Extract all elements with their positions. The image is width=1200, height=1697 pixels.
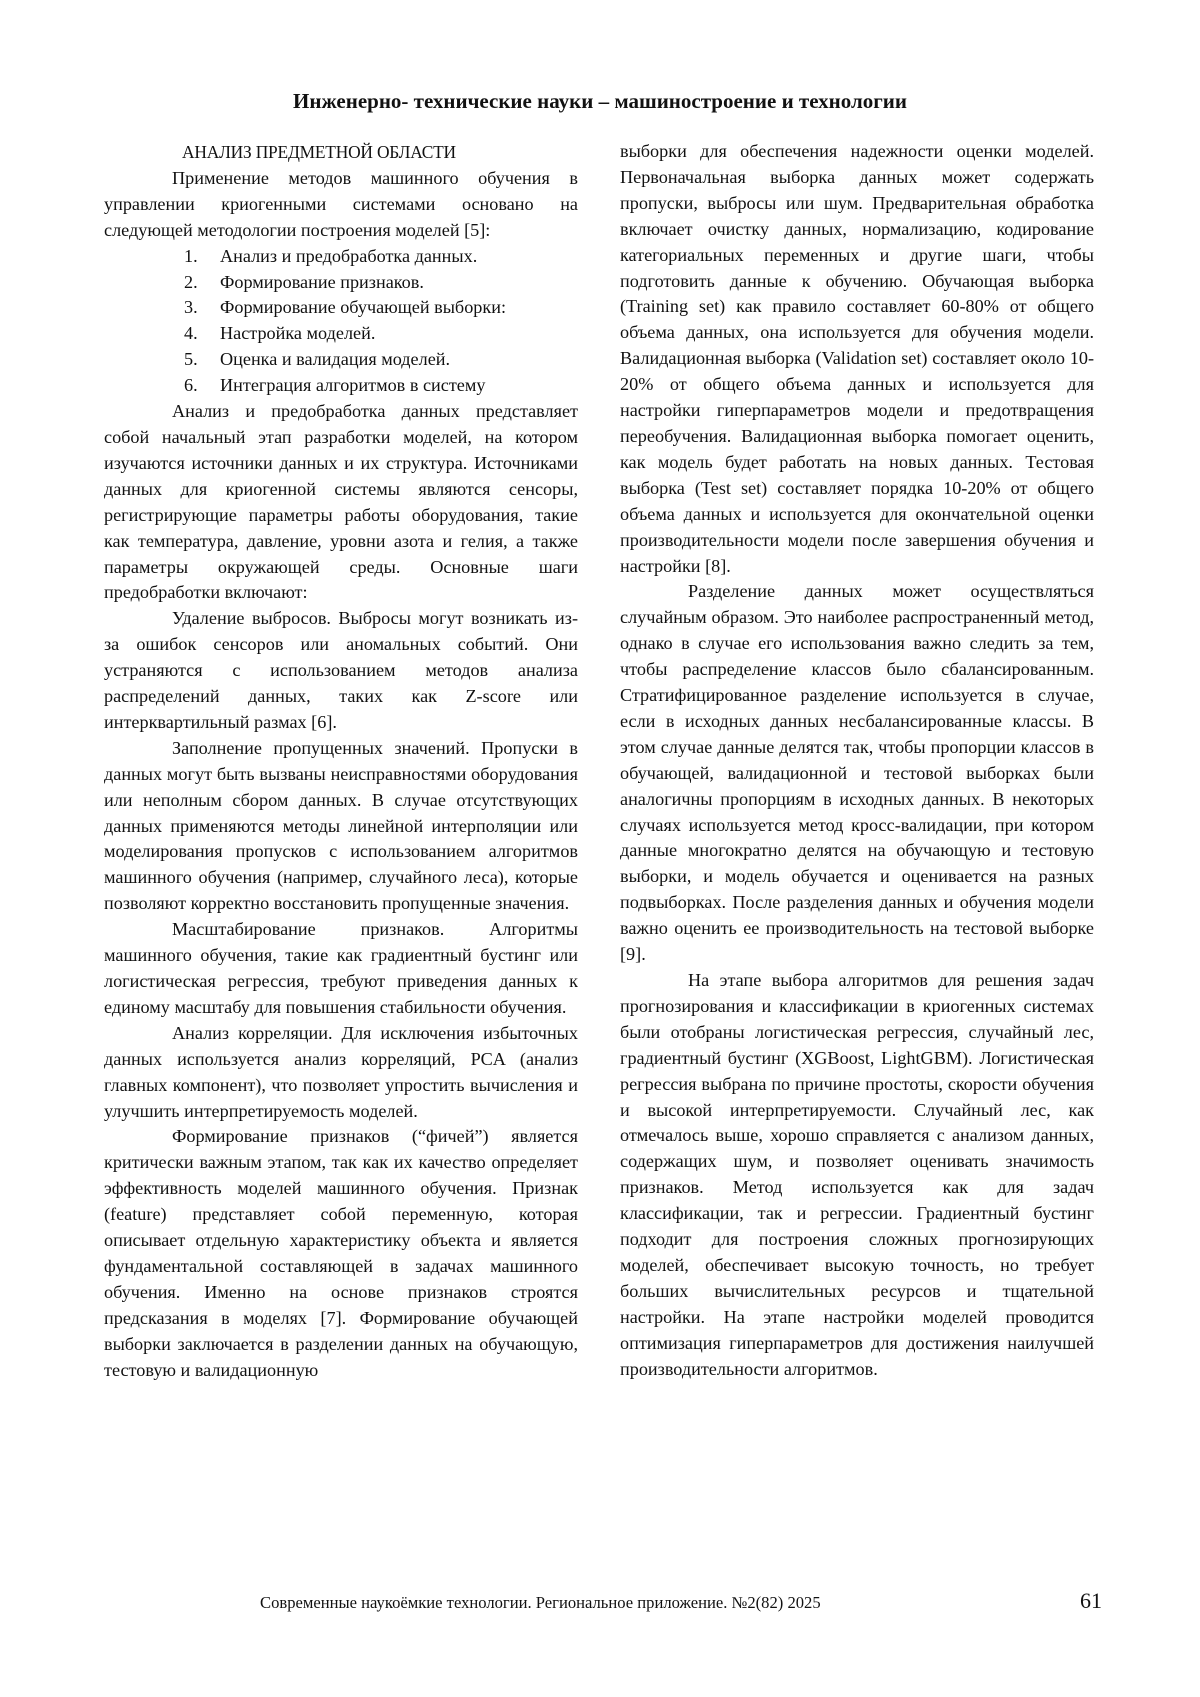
list-item: [184, 347, 578, 373]
list-item: [184, 244, 578, 270]
list-item: [184, 321, 578, 347]
list-item-number: 2.: [184, 271, 198, 292]
list-item: [184, 373, 578, 399]
list-item-text: Настройка моделей.: [220, 323, 376, 344]
paragraph-missing-values: Заполнение пропущенных значений. Пропуски в данных могут быть вызваны неисправностями оборудования или неполным сбором данных. В случае отсутствующих данных применяются методы линейной интерполяции или моделирования пропусков с использованием алгоритмов машинного обучения (например, случайного леса), которые позволяют корректно восстановить пропущенные значения.: [104, 737, 578, 914]
journal-footer: Современные наукоёмкие технологии. Региональное приложение. №2(82) 2025: [260, 1593, 821, 1612]
list-item-text: Формирование обучающей выборки:: [220, 297, 506, 318]
list-item-text: Формирование признаков.: [220, 271, 424, 292]
list-item-number: 4.: [184, 323, 198, 344]
running-head: Инженерно- технические науки – машиностроение и технологии: [293, 89, 907, 113]
list-item-number: 5.: [184, 349, 198, 370]
list-item-number: 6.: [184, 375, 198, 396]
paragraph-data-splitting: Разделение данных может осуществляться случайным образом. Это наиболее распространенный метод, однако в случае его использования важно следить за тем, чтобы распределение классов было сбалансированным. Стратифицированное разделение используется в случае, если в исходных данных несбалансированные классы. В этом случае данные делятся так, чтобы пропорции классов в обучающей, валидационной и тестовой выборках были аналогичны пропорциям в исходных данных. В некоторых случаях используется метод кросс-валидации, при котором данные многократно делятся на обучающую и тестовую выборки, и модель обучается и оценивается на разных подвыборках. После разделения данных и обучения модели важно оценить ее производительность на тестовой выборке [9].: [620, 581, 1094, 965]
paragraph-algorithm-selection: На этапе выбора алгоритмов для решения задач прогнозирования и классификации в криогенных системах были отобраны логистическая регрессия, случайный лес, градиентный бустинг (XGBoost, LightGBM). Логистическая регрессия выбрана по причине простоты, скорости обучения и высокой интерпретируемости. Случайный лес, как отмечалось выше, хорошо справляется с анализом данных, содержащих шум, и позволяет оценивать значимость признаков. Метод используется как для задач классификации, так и регрессии. Градиентный бустинг подходит для построения сложных прогнозирующих моделей, обеспечивает высокую точность, но требует больших вычислительных ресурсов и тщательной настройки. На этапе настройки моделей проводится оптимизация гиперпараметров для достижения наилучшей производительности алгоритмов.: [620, 970, 1094, 1379]
paragraph-preprocessing: Анализ и предобработка данных представляет собой начальный этап разработки моделей, на котором изучаются источники данных и их структура. Источниками данных для криогенной системы являются сенсоры, регистрирующие параметры работы оборудования, такие как температура, давление, уровни азота и гелия, а также параметры окружающей среды. Основные шаги предобработки включают:: [104, 401, 578, 603]
paragraph-feature-scaling: Масштабирование признаков. Алгоритмы машинного обучения, такие как градиентный бустинг или логистическая регрессия, требуют приведения данных к единому масштабу для повышения стабильности обучения.: [104, 919, 578, 1017]
list-item: [184, 270, 578, 296]
list-item: [184, 295, 578, 321]
list-item-text: Оценка и валидация моделей.: [220, 349, 451, 370]
paragraph-feature-engineering: Формирование признаков (“фичей”) является критически важным этапом, так как их качество определяет эффективность моделей машинного обучения. Признак (feature) представляет собой переменную, которая описывает отдельную характеристику объекта и является фундаментальной составляющей в задачах машинного обучения. Именно на основе признаков строятся предсказания в моделях [7]. Формирование обучающей выборки заключается в разделении данных на обучающую, тестовую и валидационную: [104, 1126, 578, 1380]
list-item-text: Анализ и предобработка данных.: [220, 245, 478, 266]
paragraph-correlation-analysis: Анализ корреляции. Для исключения избыточных данных используется анализ корреляций, PCA (анализ главных компонент), что позволяет упростить вычисления и улучшить интерпретируемость моделей.: [104, 1022, 578, 1121]
list-item-number: 1.: [184, 245, 198, 266]
right-column: [620, 139, 1094, 1383]
page-number: 61: [1080, 1588, 1102, 1613]
intro-paragraph: Применение методов машинного обучения в управлении криогенными системами основано на следующей методологии построения моделей [5]:: [104, 167, 578, 240]
list-item-number: 3.: [184, 297, 198, 318]
list-item-text: Интеграция алгоритмов в систему: [220, 375, 486, 396]
left-column: [104, 140, 578, 1384]
methodology-steps-list: [104, 244, 578, 399]
section-heading: АНАЛИЗ ПРЕДМЕТНОЙ ОБЛАСТИ: [182, 142, 456, 162]
paragraph-outlier-removal: Удаление выбросов. Выбросы могут возникать из-за ошибок сенсоров или аномальных событий. Они устраняются с использованием методов анализа распределений данных, таких как Z-score или интерквартильный размах [6].: [104, 608, 578, 732]
paragraph-sample-continuation: выборки для обеспечения надежности оценки моделей. Первоначальная выборка данных может содержать пропуски, выбросы или шум. Предварительная обработка включает очистку данных, нормализацию, кодирование категориальных переменных и другие шаги, чтобы подготовить данные к обучению. Обучающая выборка (Training set) как правило составляет 60-80% от общего объема данных, она используется для обучения модели. Валидационная выборка (Validation set) составляет около 10-20% от общего объема данных и используется для настройки гиперпараметров модели и предотвращения переобучения. Валидационная выборка помогает оценить, как модель будет работать на новых данных. Тестовая выборка (Test set) составляет порядка 10-20% от общего объема данных и используется для окончательной оценки производительности модели после завершения обучения и настройки [8].: [620, 141, 1094, 576]
